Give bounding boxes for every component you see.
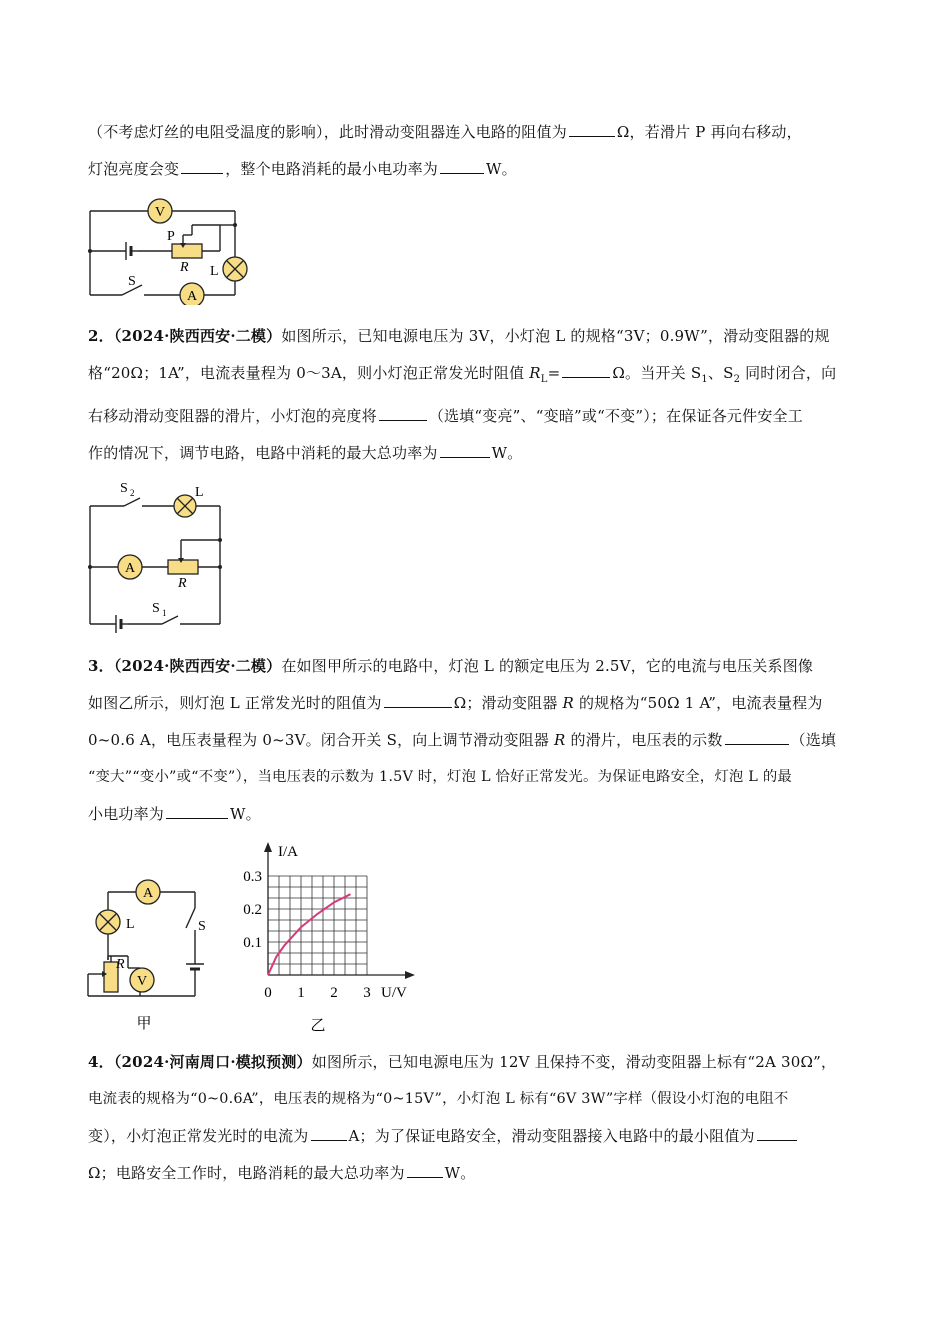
switch-label: S: [128, 274, 136, 289]
q3-line-3: 0~0.6 A，电压表量程为 0~3V。闭合开关 S，向上调节滑动变阻器 R 的滑片，电压表的示数 （选填: [88, 722, 878, 759]
q3-line-5: 小电功率为 W。: [88, 796, 878, 833]
rheostat-label: R: [180, 260, 189, 275]
ammeter-label: A: [142, 886, 154, 901]
y-axis-arrow: [264, 842, 272, 852]
y-tick-label: 0.2: [243, 902, 262, 918]
answer-blank[interactable]: [379, 402, 427, 421]
q3-line-2: 如图乙所示，则灯泡 L 正常发光时的阻值为 Ω；滑动变阻器 R 的规格为“50Ω 1 A”，电流表量程为: [88, 685, 878, 722]
q2-line-4: 作的情况下，调节电路，电路中消耗的最大总功率为 W。: [88, 435, 878, 472]
x-tick-label: 3: [363, 985, 371, 1001]
question-3: [88, 648, 878, 833]
question-2: [88, 318, 878, 472]
answer-blank[interactable]: [440, 155, 484, 174]
answer-blank[interactable]: [407, 1159, 443, 1178]
answer-blank[interactable]: [311, 1122, 347, 1141]
answer-blank[interactable]: [166, 800, 228, 819]
svg-text:2: 2: [130, 488, 135, 498]
circuit-diagram-2: [80, 474, 240, 638]
voltmeter-label: V: [154, 205, 166, 220]
x-tick-label: 2: [330, 985, 338, 1001]
chart-grid: [268, 876, 367, 975]
q4-line-3: 变），小灯泡正常发光时的电流为 A；为了保证电路安全，滑动变阻器接入电路中的最小阻值为: [88, 1118, 878, 1155]
answer-blank[interactable]: [757, 1122, 797, 1141]
rheostat-label: R: [116, 957, 125, 972]
iu-graph: [232, 838, 422, 1036]
answer-blank[interactable]: [725, 726, 789, 745]
circuit-diagram-3a: [80, 872, 220, 1037]
q2-line-2: 格“20Ω；1A”，电流表量程为 0～3A，则小灯泡正常发光时阻值 $R_L= \Omega$。当开关 $S_1$、$S_2$ 同时闭合，向: [88, 355, 878, 398]
answer-blank[interactable]: [569, 118, 615, 137]
lamp-label: L: [210, 264, 219, 279]
figure-caption-yi: 乙: [310, 1016, 326, 1034]
y-tick-label: 0.3: [243, 869, 262, 885]
q3-line-1: 3．（2024·陕西西安·二模）在如图甲所示的电路中，灯泡 L 的额定电压为 2.5V，它的电流与电压关系图像: [88, 657, 814, 675]
x-tick-label: 0: [264, 985, 272, 1001]
chart-x-axis-label: U/V: [381, 985, 407, 1001]
x-axis-arrow: [405, 971, 415, 979]
switch-label: S: [198, 919, 206, 934]
figure-caption-jia: 甲: [136, 1014, 152, 1032]
q2-line-1: 2．（2024·陕西西安·二模）如图所示，已知电源电压为 3V，小灯泡 L 的规格“3V；0.9W”，滑动变阻器的规: [88, 327, 830, 345]
answer-blank[interactable]: [562, 359, 610, 378]
chart-axes: [264, 842, 415, 979]
switch-s2-label: S: [120, 481, 128, 496]
rheostat: [168, 560, 198, 574]
rheostat: [172, 244, 202, 258]
chart-series-line: [268, 894, 351, 975]
ammeter-label: A: [124, 561, 136, 576]
x-tick-label: 1: [297, 985, 305, 1001]
svg-text:1: 1: [162, 608, 167, 618]
answer-blank[interactable]: [440, 439, 490, 458]
ammeter-label: A: [186, 289, 198, 304]
y-tick-label: 0.1: [243, 935, 262, 951]
q1-line-1: （不考虑灯丝的电阻受温度的影响），此时滑动变阻器连入电路的阻值为 Ω，若滑片 P 再向右移动，: [88, 114, 878, 151]
question-4: [88, 1044, 878, 1192]
switch-s1-label: S: [152, 601, 160, 616]
q2-line-3: 右移动滑动变阻器的滑片，小灯泡的亮度将 （选填“变亮”、“变暗”或“不变”）；在保证各元件安全工: [88, 398, 878, 435]
chart-y-axis-label: I/A: [278, 844, 298, 860]
rheostat-label: R: [178, 576, 187, 591]
answer-blank[interactable]: [384, 689, 452, 708]
circuit-diagram-1: [80, 195, 260, 305]
answer-blank[interactable]: [181, 155, 223, 174]
chart-tick-labels: [243, 869, 371, 1001]
slider-label: P: [167, 229, 175, 244]
voltmeter-label: V: [136, 974, 148, 989]
q4-line-1: 4．（2024·河南周口·模拟预测）如图所示，已知电源电压为 12V 且保持不变，滑动变阻器上标有“2A 30Ω”，: [88, 1053, 837, 1071]
question-1-continuation: [88, 114, 878, 188]
q4-line-4: Ω；电路安全工作时，电路消耗的最大总功率为 W。: [88, 1155, 878, 1192]
lamp-label: L: [126, 917, 135, 932]
q3-line-4: “变大”“变小”或“不变”），当电压表的示数为 1.5V 时，灯泡 L 恰好正常发光。为保证电路安全，灯泡 L 的最: [88, 769, 793, 785]
lamp-label: L: [195, 485, 204, 500]
q1-line-2: 灯泡亮度会变 ，整个电路消耗的最小电功率为 W。: [88, 151, 878, 188]
q4-line-2: 电流表的规格为“0~0.6A”，电压表的规格为“0~15V”，小灯泡 L 标有“6V 3W”字样（假设小灯泡的电阻不: [88, 1091, 789, 1107]
